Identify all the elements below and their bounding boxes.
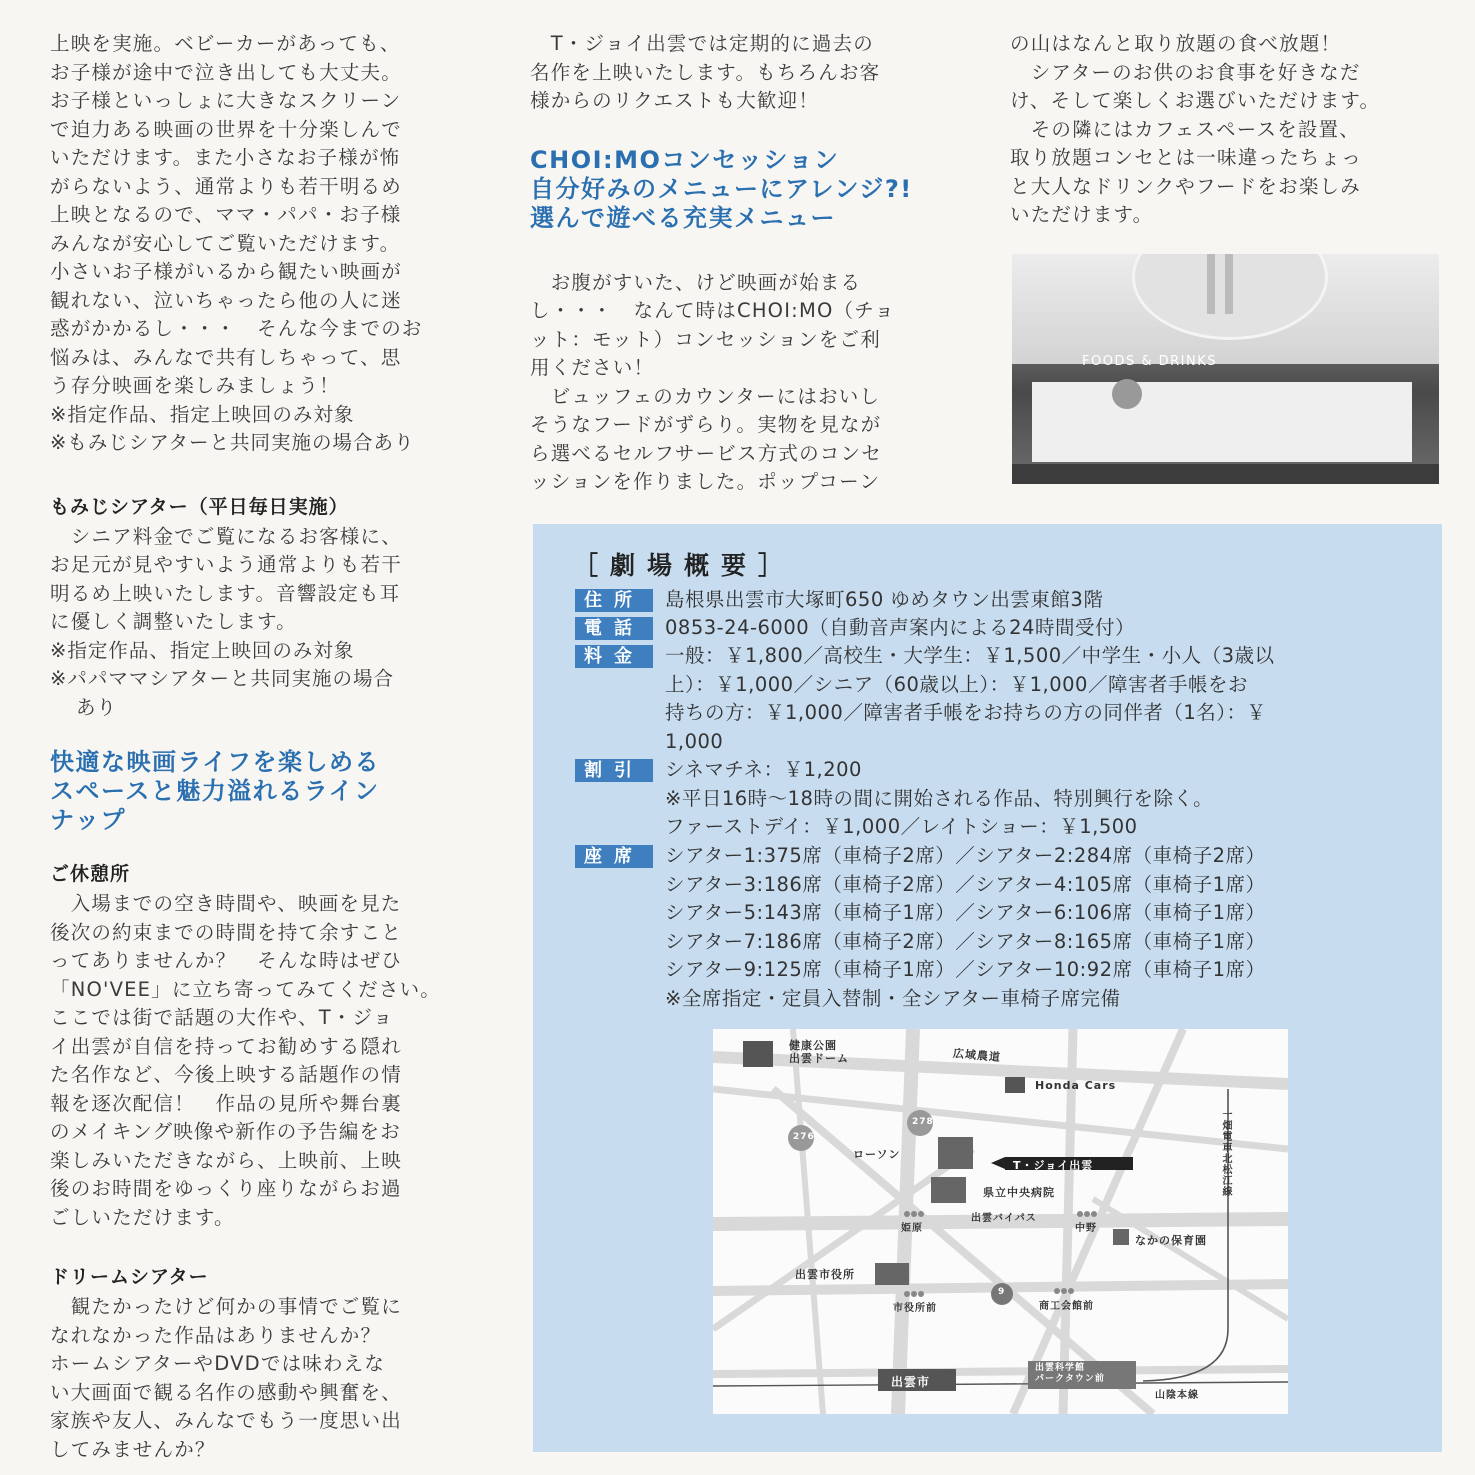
seat-label: 座席 xyxy=(575,845,653,868)
map-izumoshi-station: 出雲市 xyxy=(891,1375,931,1389)
rest-area-heading: ご休憩所 xyxy=(50,863,131,885)
phone-value: 0853-24-6000（自動音声案内による24時間受付） xyxy=(665,616,1135,639)
note-target-works-2: ※指定作品、指定上映回のみ対象 xyxy=(50,638,355,662)
rest-area-body: 入場までの空き時間や、映画を見た 後次の約束までの時間を持て余すこと ってありませんか？ そんな時はぜひ 「NO'VEE」に立ち寄ってみてください。 ここでは街で話題の大作や、T・ジョ イ出雲が自信を持ってお勧めする隠れ た名作など、今後上映する話題作の情 報を逐次配信！ 作品の見所や舞台裏 のメイキング映像や新作の予告編をお 楽しみいただきながら、上映前、上映 後のお時間をゆっくり座りながらお過 ごしいただけます。 xyxy=(50,892,441,1229)
overview-title: ［劇場概要］ xyxy=(573,551,796,580)
concession-photo xyxy=(1012,254,1439,484)
address-label: 住所 xyxy=(575,589,653,612)
phone-label: 電話 xyxy=(575,617,653,640)
map-city-hall: 出雲市役所 xyxy=(795,1268,855,1281)
fee-value: 一般：￥1,800／高校生・大学生：￥1,500／中学生・小人（3歳以 上）：￥1,000／シニア（60歳以上）：￥1,000／障害者手帳をお 持ちの方：￥1,000／障害者手帳をお持ちの方の同伴者（1名）：￥ 1,000 xyxy=(665,644,1275,753)
note-joint-papamama-cont: あり xyxy=(76,695,118,719)
address-value: 島根県出雲市大塚町650 ゆめタウン出雲東館3階 xyxy=(665,588,1104,611)
column-middle xyxy=(530,30,970,497)
map-izumo-dome: 健康公園 出雲ドーム xyxy=(789,1039,849,1065)
discount-value: シネマチネ：￥1,200 ※平日16時～18時の間に開始される作品、特別興行を除く。 ファーストデイ：￥1,000／レイトショー：￥1,500 xyxy=(665,758,1214,838)
papamama-body: 上映を実施。ベビーカーがあっても、 お子様が途中で泣き出しても大丈夫。 お子様といっしょに大きなスクリーン で迫力ある映画の世界を十分楽しんで いただけます。また小さなお子様が怖 がらないよう、通常よりも若干明るめ 上映となるので、ママ・パパ・お子様 みんなが安心してご覧いただけます。 小さいお子様がいるから観たい映画が 観れない、泣いちゃったら他の人に迷 惑がかかるし・・・ そんな今までのお 悩みは、みんなで共有しちゃって、思 う存分映画を楽しみましょう！ xyxy=(50,32,423,397)
map-route-9: 9 xyxy=(998,1287,1006,1297)
note-joint-momiji: ※もみじシアターと共同実施の場合あり xyxy=(50,431,415,454)
foods-drinks-sign: FOODS & DRINKS xyxy=(1082,354,1217,369)
access-map xyxy=(713,1029,1288,1414)
choimo-body: お腹がすいた、けど映画が始まる し・・・ なんて時はCHOI:MO（チョ ット：モット）コンセッションをご利 用ください！ ビュッフェのカウンターにはおいし そうなフードがずらり。実物を見なが ら選べるセルフサービス方式のコンセ ッションを作りました。ポップコーン xyxy=(530,270,896,493)
map-science-center-station: 出雲科学館 パークタウン前 xyxy=(1035,1363,1105,1384)
momiji-body: シニア料金でご覧になるお客様に、 お足元が見やすいよう通常よりも若干 明るめ上映いたします。音響設定も耳 に優しく調整いたします。 xyxy=(50,524,402,633)
map-tjoy-izumo: T・ジョイ出雲 xyxy=(1013,1159,1094,1172)
map-koiki-road: 広域農道 xyxy=(952,1046,1002,1065)
map-route-278: 278 xyxy=(912,1117,934,1127)
map-nakano: 中野 xyxy=(1075,1223,1097,1234)
column-left xyxy=(50,30,490,1464)
map-nakano-nursery: なかの保育園 xyxy=(1135,1234,1207,1247)
discount-label: 割引 xyxy=(575,759,653,782)
cafe-body: の山はなんと取り放題の食べ放題！ シアターのお供のお食事を好きなだ け、そして楽しくお選びいただけます。 その隣にはカフェスペースを設置、 取り放題コンセとは一味違ったちょっ と大人なドリンクやフードをお楽しみ いただけます。 xyxy=(1010,32,1381,226)
dream-theater-body: 観たかったけど何かの事情でご覧に なれなかった作品はありませんか？ ホームシアターやDVDでは味わえな い大画面で観る名作の感動や興奮を、 家族や友人、みんなでもう一度思い出 してみませんか？ xyxy=(50,1295,402,1461)
map-route-276: 276 xyxy=(793,1132,815,1142)
momiji-heading: もみじシアター（平日毎日実施） xyxy=(50,495,349,518)
seat-value: シアター1:375席（車椅子2席）／シアター2:284席（車椅子2席） シアター3:186席（車椅子2席）／シアター4:105席（車椅子1席） シアター5:143席（車椅子1席）／シアター6:106席（車椅子1席） シアター7:186席（車椅子2席）／シアター8:165席（車椅子1席） シアター9:125席（車椅子1席）／シアター10:92席（車椅子1席） ※全席指定・定員入替制・全シアター車椅子席完備 xyxy=(665,844,1266,1010)
dream-theater-heading: ドリームシアター xyxy=(50,1266,209,1288)
map-shiyakushomae: 市役所前 xyxy=(893,1303,937,1314)
fee-label: 料金 xyxy=(575,645,653,668)
theater-overview-box xyxy=(533,524,1442,1452)
lifestyle-heading: 快適な映画ライフを楽しめる スペースと魅力溢れるライン ナップ xyxy=(50,748,381,834)
note-joint-papamama: ※パパママシアターと共同実施の場合 xyxy=(50,667,394,690)
choimo-heading: CHOI:MOコンセッション 自分好みのメニューにアレンジ?! 選んで遊べる充実メニュー xyxy=(530,145,913,232)
column-right xyxy=(1010,30,1450,230)
map-sanin-line: 山陰本線 xyxy=(1155,1390,1199,1401)
classics-body: T・ジョイ出雲では定期的に過去の 名作を上映いたします。もちろんお客 様からのリクエストも大歓迎！ xyxy=(530,32,881,112)
map-shokokaikanmae: 商工会館前 xyxy=(1039,1301,1094,1312)
note-target-works: ※指定作品、指定上映回のみ対象 xyxy=(50,402,355,426)
map-izumo-bypass: 出雲バイパス xyxy=(971,1213,1037,1224)
map-lawson: ローソン xyxy=(853,1148,901,1161)
map-prefectural-hospital: 県立中央病院 xyxy=(983,1186,1055,1199)
map-honda-cars: Honda Cars xyxy=(1035,1079,1117,1092)
map-ichibata-railway: 一畑電車北松江線 xyxy=(1220,1109,1231,1197)
map-himebara: 姫原 xyxy=(901,1223,923,1234)
